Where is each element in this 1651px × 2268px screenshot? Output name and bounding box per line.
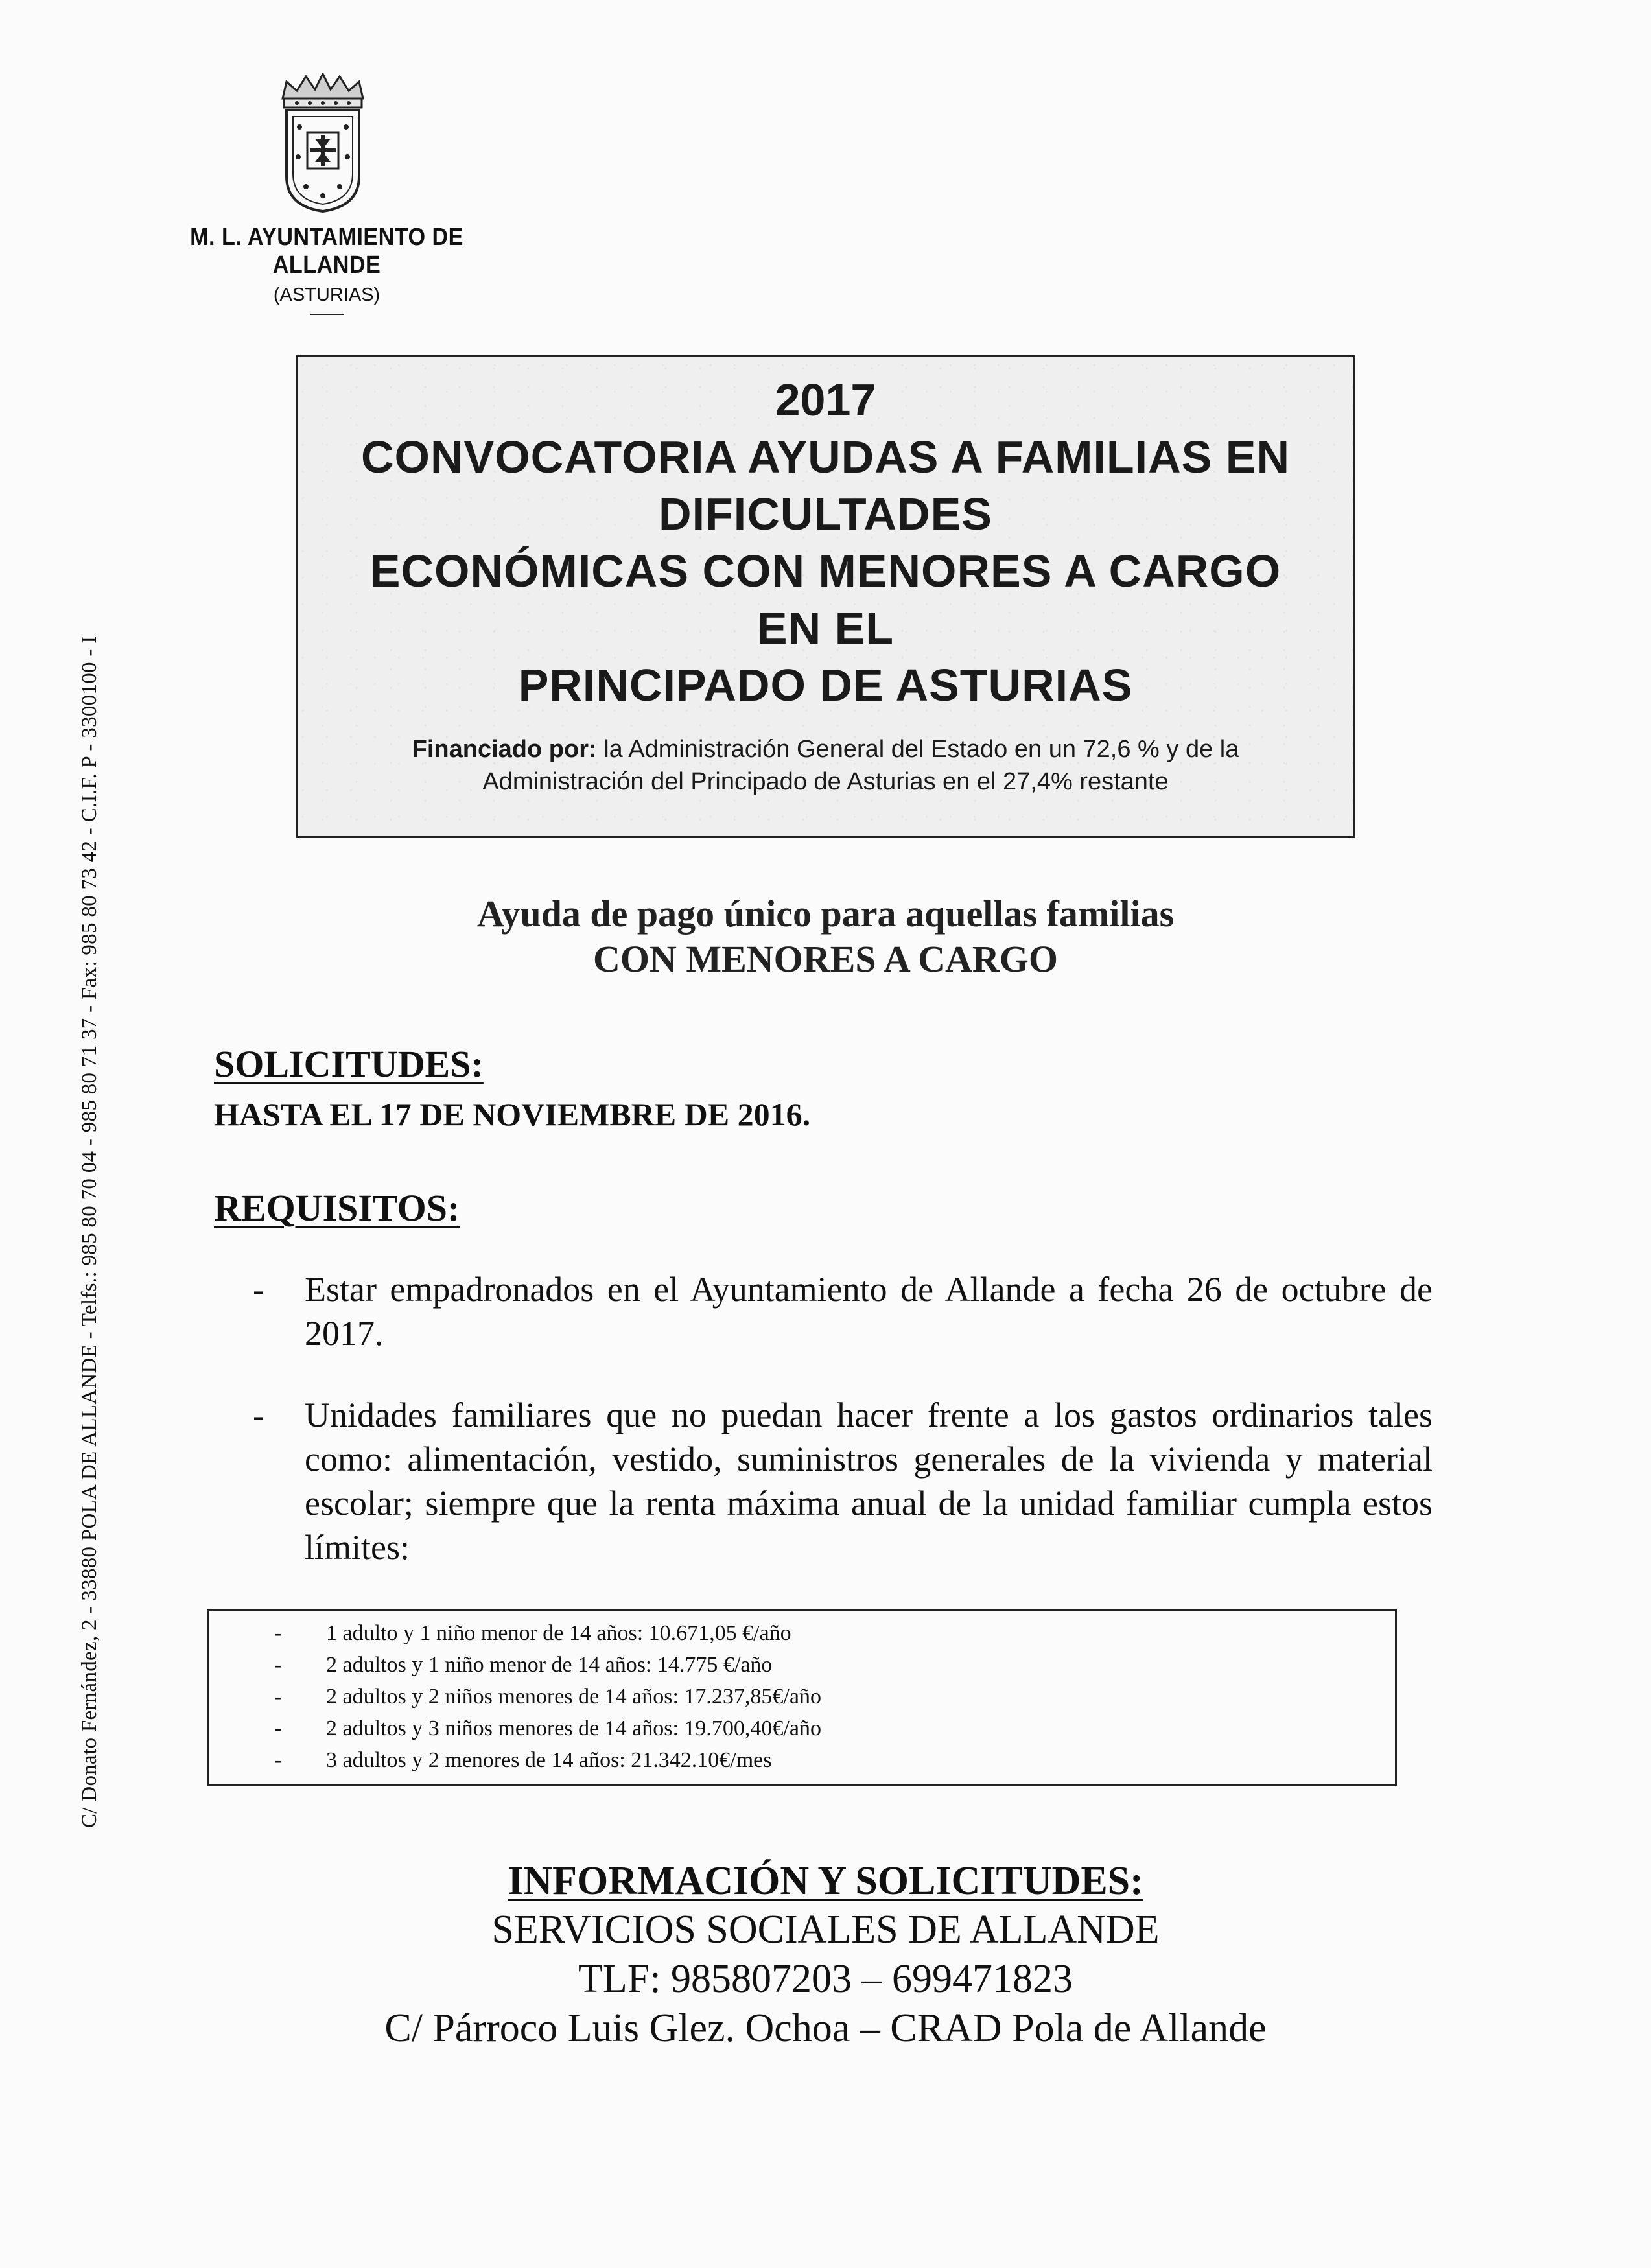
title-box [296,355,1355,838]
list-dash: - [253,1270,264,1309]
funding-text-2: Administración del Principado de Asturias en el 27,4% restante [482,768,1169,795]
requisitos-list [253,1267,1433,1607]
info-heading: INFORMACIÓN Y SOLICITUDES: [508,1859,1143,1903]
coat-of-arms-crest-icon [277,73,368,214]
subtitle-line-1: Ayuda de pago único para aquellas familias [476,893,1175,935]
list-dash: - [274,1653,282,1677]
funding-label: Financiado por: [412,736,597,763]
list-dash: - [274,1685,282,1709]
list-item [274,1617,1395,1649]
list-dash: - [274,1621,282,1645]
title-line-1: CONVOCATORIA AYUDAS A FAMILIAS EN [360,432,1291,482]
solicitudes-heading: SOLICITUDES: [214,1043,484,1085]
solicitudes-deadline: HASTA EL 17 DE NOVIEMBRE DE 2016. [214,1096,811,1132]
list-dash: - [274,1748,282,1772]
info-phone: TLF: 985807203 – 699471823 [578,1957,1073,2001]
organization-region: (ASTURIAS) [273,285,381,305]
list-item [253,1267,1433,1355]
title-line-2: DIFICULTADES [659,489,992,539]
subtitle [296,891,1355,982]
requisito-text-2: Unidades familiares que no puedan hacer frente a los gastos ordinarios tales como: alimentación, vestido, suministros generales de la vivienda y material escolar; siempre que la renta máxima anual de la unidad familiar cumpla estos límites: [305,1396,1433,1567]
limit-text-1: 1 adulto y 1 niño menor de 14 años: 10.671,05 €/año [326,1621,791,1645]
list-item [253,1393,1433,1569]
title-line-4: EN EL [756,603,895,653]
list-dash: - [274,1716,282,1740]
limit-text-5: 3 adultos y 2 menores de 14 años: 21.342.10€/mes [326,1748,772,1772]
limit-text-3: 2 adultos y 2 niños menores de 14 años: 17.237,85€/año [326,1685,821,1709]
requisito-text-1: Estar empadronados en el Ayuntamiento de Allande a fecha 26 de octubre de 2017. [305,1270,1433,1353]
limit-text-2: 2 adultos y 1 niño menor de 14 años: 14.775 €/año [326,1653,773,1677]
subtitle-line-2: CON MENORES A CARGO [592,938,1058,980]
organization-name: M. L. AYUNTAMIENTO DE ALLANDE [190,224,463,279]
list-item [274,1744,1395,1776]
funding-text-1: la Administración General del Estado en un 72,6 % y de la [596,736,1239,763]
limit-text-4: 2 adultos y 3 niños menores de 14 años: 19.700,40€/año [326,1716,821,1740]
list-dash: - [253,1396,264,1434]
title-line-3: ECONÓMICAS CON MENORES A CARGO [369,546,1282,596]
info-address: C/ Párroco Luis Glez. Ochoa – CRAD Pola de Allande [384,2006,1267,2050]
title-line-5: PRINCIPADO DE ASTURIAS [518,660,1133,710]
list-item [274,1649,1395,1681]
funding-note [298,733,1353,798]
info-service: SERVICIOS SOCIALES DE ALLANDE [491,1908,1160,1952]
organization-header [119,224,534,315]
title-year: 2017 [775,375,876,425]
list-item [274,1713,1395,1744]
list-item [274,1681,1395,1713]
income-limits-box [207,1609,1397,1786]
header-divider [310,314,344,315]
requisitos-heading: REQUISITOS: [214,1187,460,1229]
info-section [296,1857,1355,2053]
side-address-strip: C/ Donato Fernández, 2 - 33880 POLA DE ALLANDE - Telfs.: 985 80 70 04 - 985 80 71 37 - Fax: 985 80 73 42 - C.I.F. P - 3300100 - I [78,636,101,1828]
